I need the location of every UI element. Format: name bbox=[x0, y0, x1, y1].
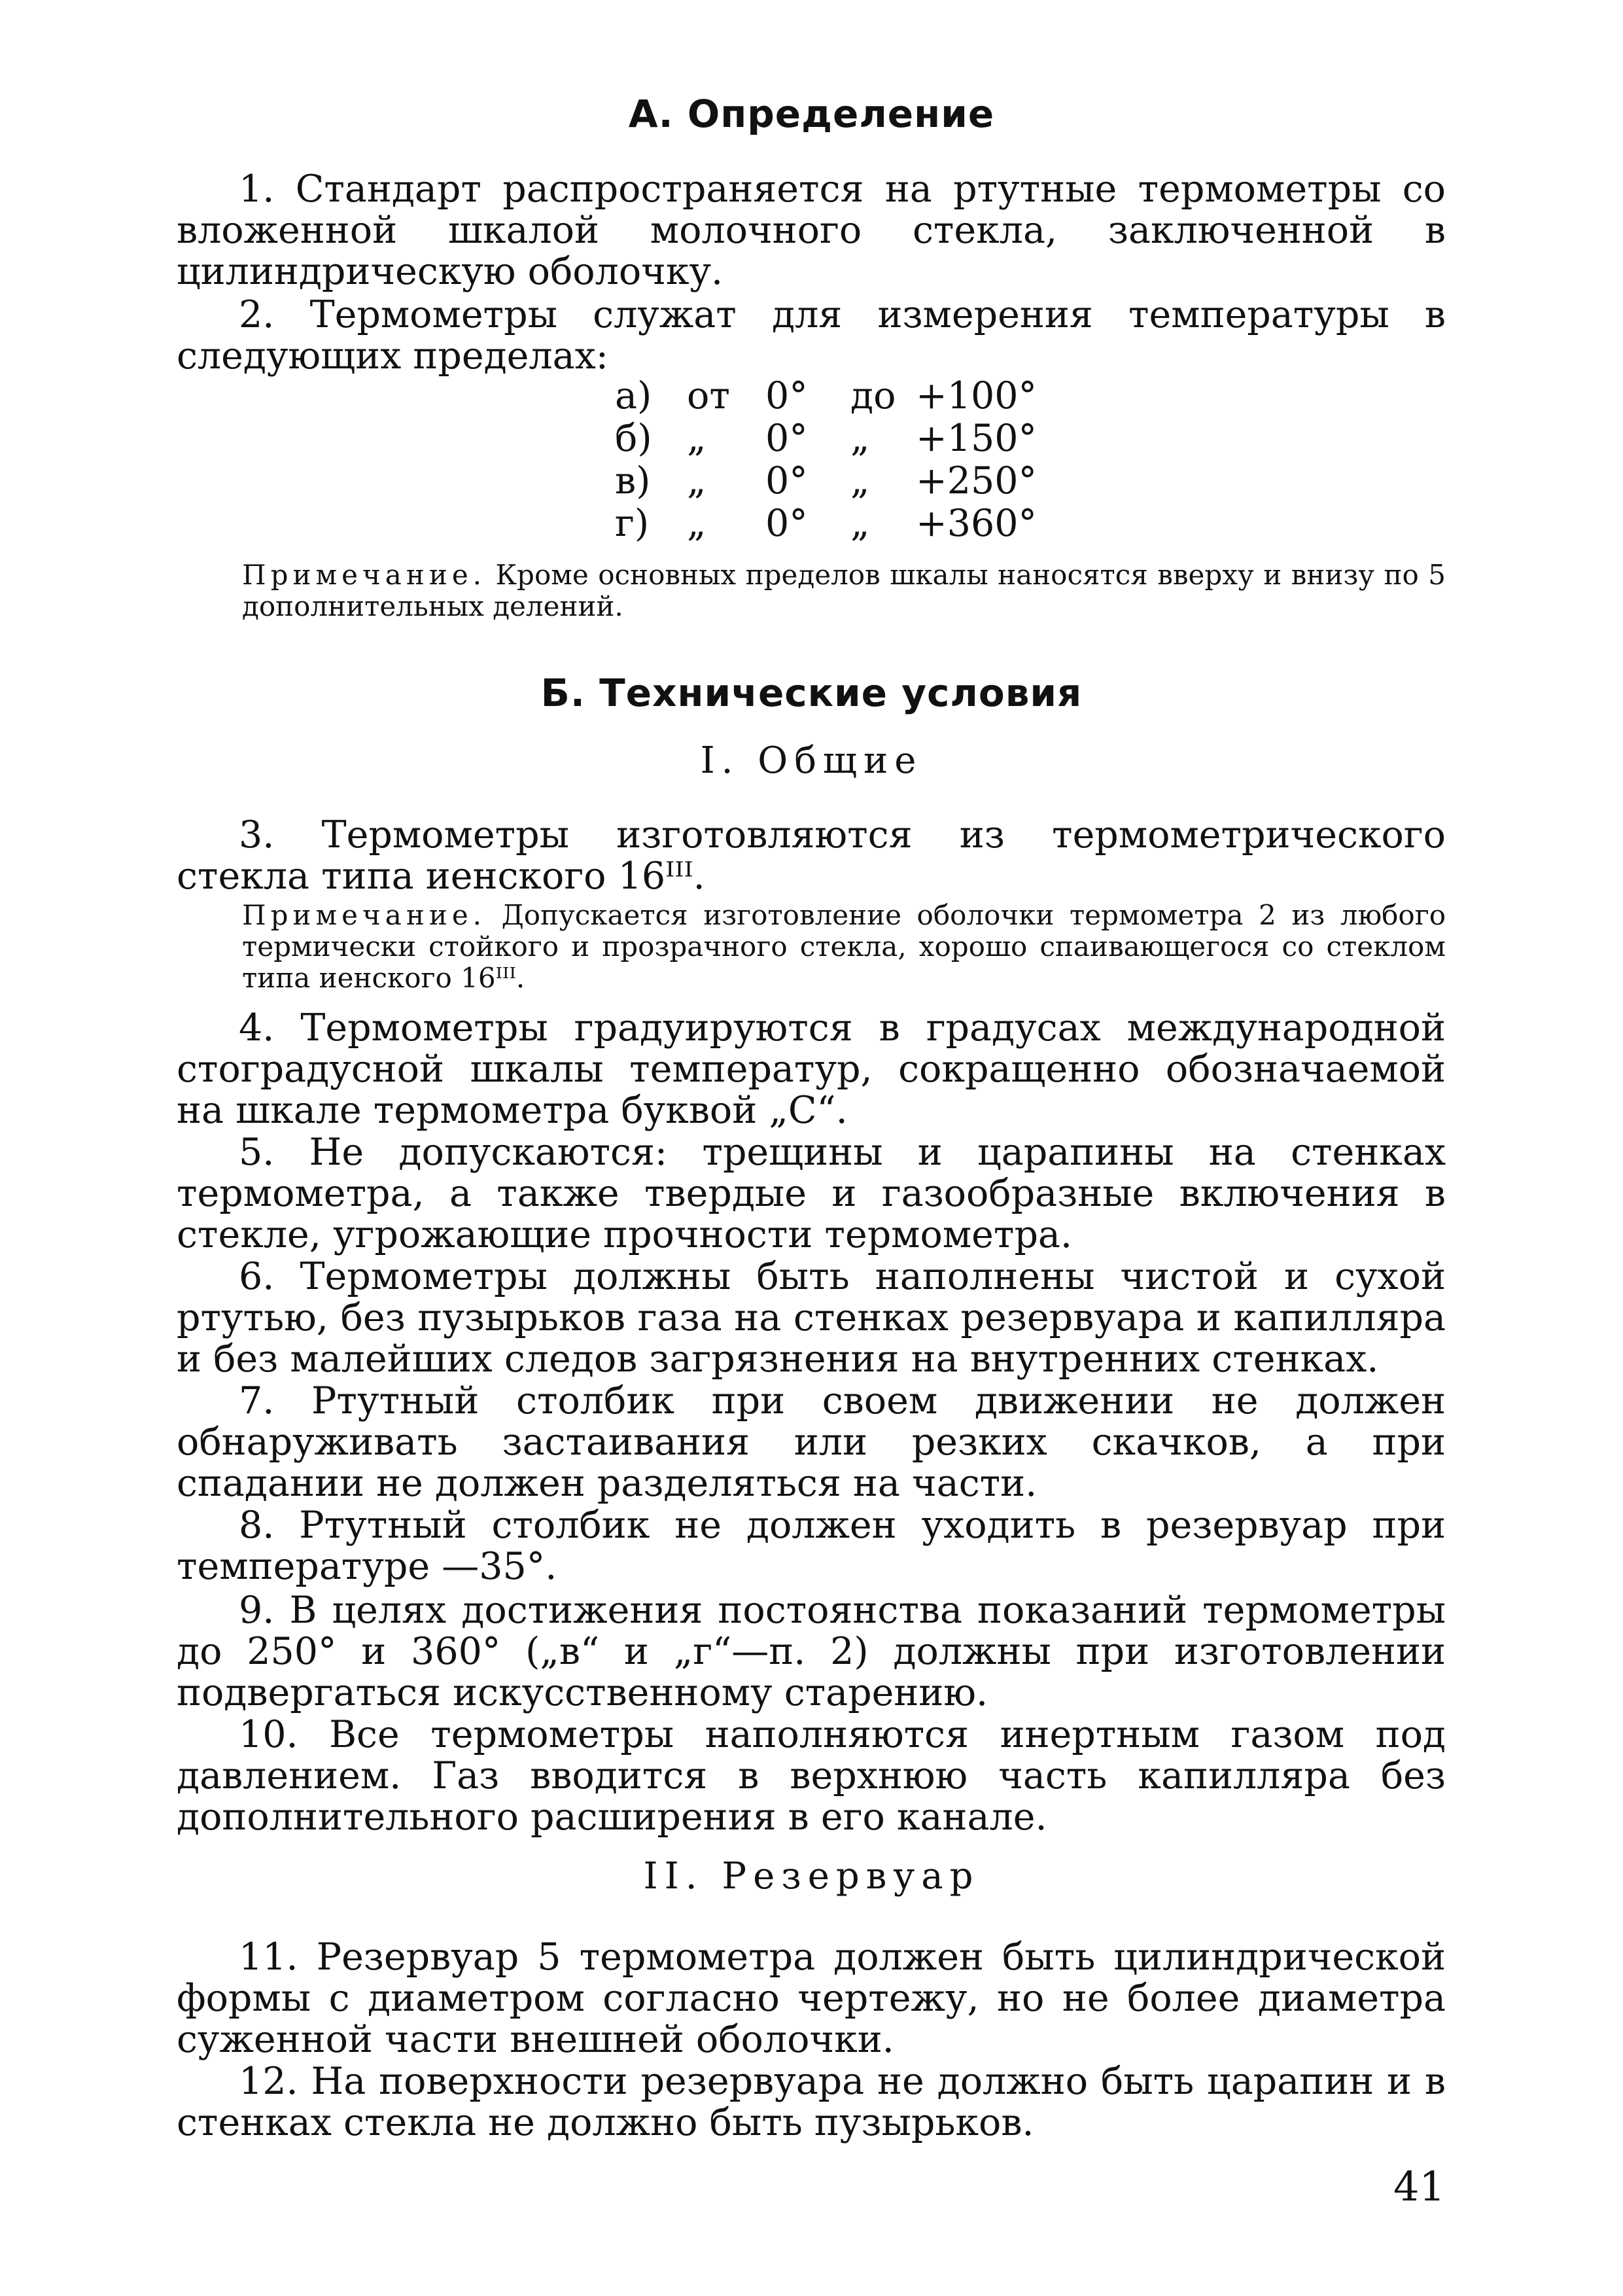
page-number: 41 bbox=[1393, 2163, 1445, 2210]
item-5: 5. Не допускаются: трещины и царапины на стенках термометра, а также твердые и газообразные включения в стекле, угрожающие прочности термометра. bbox=[177, 1131, 1446, 1256]
note-label: Примечание. bbox=[242, 559, 487, 591]
item-1: 1. Стандарт распространяется на ртутные термометры со вложенной шкалой молочного стекла, заключенной в цилиндрическую оболочку. bbox=[177, 168, 1446, 293]
range-row-g bbox=[615, 504, 1037, 543]
item-10: 10. Все термометры наполняются инертным газом под давлением. Газ вводится в верхнюю часть капилляра без дополнительного расширения в его канале. bbox=[177, 1713, 1446, 1839]
subsection-general: I. Общие bbox=[700, 739, 923, 782]
item-12: 12. На поверхности резервуара не должно быть царапин и в стенках стекла не должно быть пузырьков. bbox=[177, 2060, 1446, 2144]
range-high: +150° bbox=[916, 417, 1038, 460]
subsection-reservoir: II. Резервуар bbox=[643, 1855, 980, 1898]
range-from: „ bbox=[687, 417, 707, 460]
item-2: 2. Термометры служат для измерения температуры в следующих пределах: bbox=[177, 293, 1446, 378]
range-from: от bbox=[687, 374, 730, 417]
note-text: Допускается изготовление оболочки термометра 2 из любого термически стойкого и прозрачного стекла, хорошо спаивающегося со стеклом типа иенского 16ᴵᴵᴵ. bbox=[242, 899, 1446, 994]
range-letter: б) bbox=[615, 417, 652, 460]
range-to: до bbox=[850, 374, 896, 417]
range-letter: в) bbox=[615, 459, 651, 503]
section-b-heading: Б. Технические условия bbox=[540, 671, 1083, 715]
range-to: „ bbox=[850, 459, 870, 503]
range-high: +360° bbox=[916, 502, 1038, 545]
range-letter: г) bbox=[615, 502, 650, 545]
item-6: 6. Термометры должны быть наполнены чистой и сухой ртутью, без пузырьков газа на стенках резервуара и капилляра и без малейших следов загрязнения на внутренних стенках. bbox=[177, 1255, 1446, 1381]
section-a-heading: А. Определение bbox=[628, 92, 995, 136]
item-11: 11. Резервуар 5 термометра должен быть цилиндрической формы с диаметром согласно чертежу, но не более диаметра суженной части внешней оболочки. bbox=[177, 1935, 1446, 2061]
item-9: 9. В целях достижения постоянства показаний термометры до 250° и 360° („в“ и „г“—п. 2) должны при изготовлении подвергаться искусственному старению. bbox=[177, 1589, 1446, 1714]
range-row-b bbox=[615, 419, 1037, 458]
range-from: „ bbox=[687, 502, 707, 545]
note-text: Кроме основных пределов шкалы наносятся вверху и внизу по 5 дополнительных делений. bbox=[242, 559, 1446, 622]
item-8: 8. Ртутный столбик не должен уходить в резервуар при температуре —35°. bbox=[177, 1504, 1446, 1588]
note-a bbox=[242, 559, 1446, 622]
range-low: 0° bbox=[765, 417, 808, 460]
range-low: 0° bbox=[765, 502, 808, 545]
range-to: „ bbox=[850, 417, 870, 460]
range-to: „ bbox=[850, 502, 870, 545]
item-4: 4. Термометры градуируются в градусах международной стоградусной шкалы температур, сокращенно обозначаемой на шкале термометра буквой „С“. bbox=[177, 1006, 1446, 1132]
range-row-v bbox=[615, 461, 1037, 501]
range-high: +250° bbox=[916, 459, 1038, 503]
item-7: 7. Ртутный столбик при своем движении не должен обнаруживать застаивания или резких скачков, а при спадании не должен разделяться на части. bbox=[177, 1379, 1446, 1505]
range-row-a bbox=[615, 376, 1037, 415]
range-high: +100° bbox=[916, 374, 1038, 417]
range-letter: а) bbox=[615, 374, 652, 417]
note-b bbox=[242, 900, 1446, 994]
range-low: 0° bbox=[765, 374, 808, 417]
note-label: Примечание. bbox=[242, 899, 487, 931]
range-low: 0° bbox=[765, 459, 808, 503]
item-3: 3. Термометры изготовляются из термометрического стекла типа иенского 16ᴵᴵᴵ. bbox=[177, 813, 1446, 898]
range-from: „ bbox=[687, 459, 707, 503]
